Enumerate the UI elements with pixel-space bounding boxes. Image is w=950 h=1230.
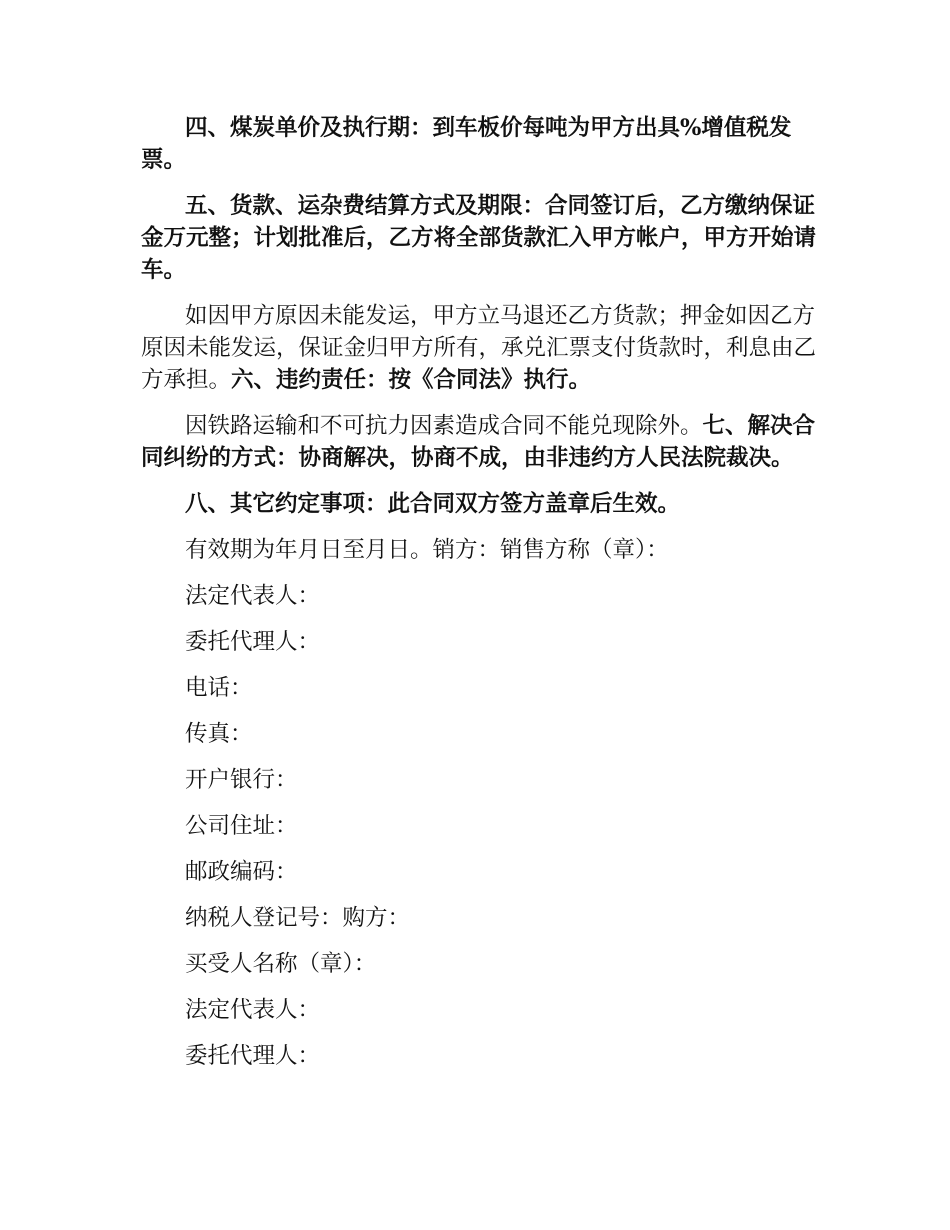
clause-8-other: 八、其它约定事项：此合同双方签方盖章后生效。	[185, 491, 681, 517]
buyer-agent: 委托代理人：	[185, 1043, 321, 1069]
clause-7-dispute: 七、解决合同纠纷的方式：协商解决，协商不成，由非违约方人民法院裁决。	[141, 413, 816, 471]
document-body	[141, 112, 821, 1086]
seller-postcode: 邮政编码：	[185, 859, 298, 885]
seller-bank: 开户银行：	[185, 767, 298, 793]
buyer-name: 买受人名称（章）：	[185, 951, 377, 977]
clause-4-price: 四、煤炭单价及执行期：到车板价每吨为甲方出具%增值税发票。	[141, 115, 792, 173]
seller-agent: 委托代理人：	[185, 629, 321, 655]
clause-6-liability: 六、违约责任：按《合同法》执行。	[231, 367, 592, 393]
seller-legal-rep: 法定代表人：	[185, 583, 321, 609]
refund-text: 如因甲方原因未能发运，甲方立马退还乙方货款；押金如因乙方原因未能发运，保证金归甲方所有，承兑汇票支付货款时，利息由乙方承担。	[141, 303, 817, 393]
clause-6-continuation	[141, 410, 821, 474]
buyer-legal-rep: 法定代表人：	[185, 997, 321, 1023]
clause-5-payment: 五、货款、运杂费结算方式及期限：合同签订后，乙方缴纳保证金万元整；计划批准后，乙方将全部货款汇入甲方帐户，甲方开始请车。	[141, 193, 817, 283]
seller-fax: 传真：	[185, 721, 253, 747]
force-majeure-text: 因铁路运输和不可抗力因素造成合同不能兑现除外。	[185, 413, 703, 439]
seller-phone: 电话：	[185, 675, 253, 701]
taxpayer-buyer-line: 纳税人登记号：购方：	[185, 905, 411, 931]
clause-5-continuation	[141, 300, 821, 396]
seller-address: 公司住址：	[185, 813, 298, 839]
validity-seller-line: 有效期为年月日至月日。销方：销售方称（章）：	[185, 537, 669, 563]
